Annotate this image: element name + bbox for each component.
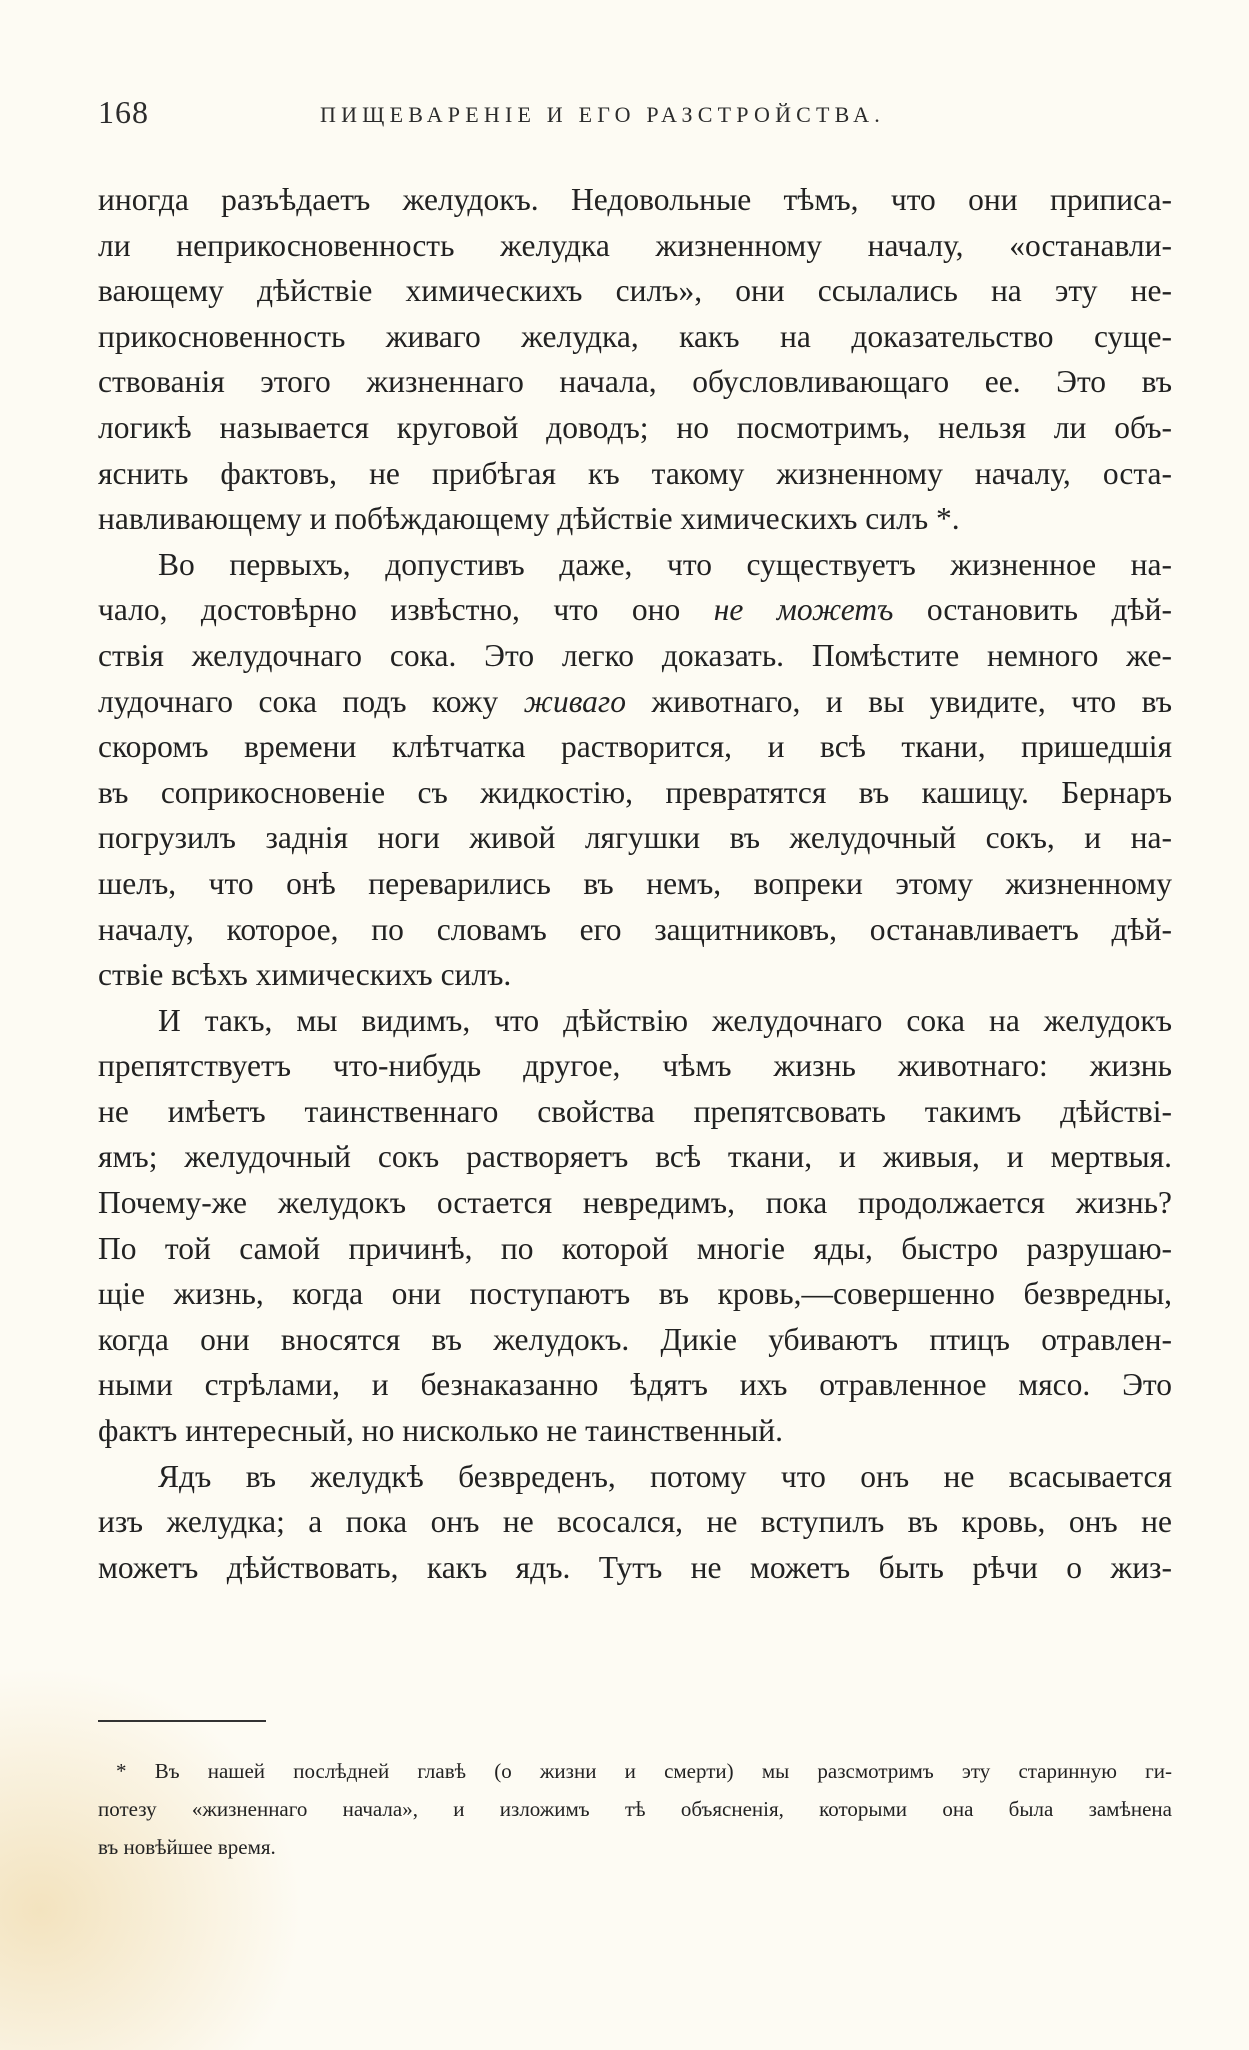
body-text (98, 177, 1172, 1590)
text-line: ными стрѣлами, и безнаказанно ѣдятъ ихъ отравленное мясо. Это (98, 1367, 1172, 1403)
emphasized-text: живаго (523, 683, 626, 719)
text-line: погрузилъ заднія ноги живой лягушки въ желудочный сокъ, и на- (98, 820, 1172, 856)
text-line: изъ желудка; а пока онъ не всосался, не вступилъ въ кровь, онъ не (98, 1504, 1172, 1540)
text-line: когда они вносятся въ желудокъ. Дикіе убиваютъ птицъ отравлен- (98, 1321, 1172, 1357)
footnote-line: потезу «жизненнаго начала», и изложимъ тѣ объясненія, которыми она была замѣнена (98, 1797, 1172, 1821)
text-line: чало, достовѣрно извѣстно, что оно не можетъ остановить дѣй- (98, 592, 1172, 628)
footnote-line: въ новѣйшее время. (98, 1835, 276, 1859)
text-line: фактъ интересный, но нисколько не таинственный. (98, 1413, 784, 1449)
footnote-divider (98, 1720, 266, 1722)
text-line: скоромъ времени клѣтчатка растворится, и всѣ ткани, пришедшія (98, 729, 1172, 765)
page-number: 168 (98, 94, 149, 130)
text-line: шелъ, что онѣ переварились въ немъ, вопреки этому жизненному (98, 865, 1172, 901)
text-line: И такъ, мы видимъ, что дѣйствію желудочнаго сока на желудокъ (158, 1002, 1172, 1038)
text-line: По той самой причинѣ, по которой многіе яды, быстро разрушаю- (98, 1230, 1172, 1266)
text-line: ствованія этого жизненнаго начала, обусловливающаго ее. Это въ (98, 364, 1172, 400)
text-line: Ядъ въ желудкѣ безвреденъ, потому что онъ не всасывается (158, 1458, 1172, 1494)
text-line: иногда разъѣдаетъ желудокъ. Недовольные тѣмъ, что они приписа- (98, 182, 1172, 217)
text-line: въ соприкосновеніе съ жидкостію, превратятся въ кашицу. Бернаръ (98, 774, 1172, 810)
text-line: яснить фактовъ, не прибѣгая къ такому жизненному началу, оста- (98, 455, 1172, 491)
emphasized-text: не можетъ (713, 592, 894, 628)
text-line: Во первыхъ, допустивъ даже, что существуетъ жизненное на- (158, 546, 1172, 582)
text-line: началу, которое, по словамъ его защитниковъ, останавливаетъ дѣй- (98, 911, 1172, 947)
text-line: ямъ; желудочный сокъ растворяетъ всѣ ткани, и живыя, и мертвыя. (98, 1139, 1172, 1175)
footnote-line: * Въ нашей послѣдней главѣ (о жизни и смерти) мы разсмотримъ эту старинную ги- (116, 1759, 1172, 1783)
page-header (98, 94, 1178, 134)
text-line: можетъ дѣйствовать, какъ ядъ. Тутъ не можетъ быть рѣчи о жиз- (98, 1549, 1172, 1585)
text-line: не имѣетъ таинственнаго свойства препятсвовать такимъ дѣйстві- (98, 1093, 1172, 1129)
footnote (98, 1752, 1172, 1866)
text-line: щіе жизнь, когда они поступаютъ въ кровь,—совершенно безвредны, (98, 1276, 1172, 1312)
text-line: навливающему и побѣждающему дѣйствіе химическихъ силъ *. (98, 501, 960, 537)
text-line: прикосновенность живаго желудка, какъ на доказательство суще- (98, 318, 1172, 354)
text-line: ли неприкосновенность желудка жизненному началу, «останавли- (98, 227, 1172, 263)
text-line: лудочнаго сока подъ кожу живаго животнаго, и вы увидите, что въ (98, 683, 1172, 719)
text-line: препятствуетъ что-нибудь другое, чѣмъ жизнь животнаго: жизнь (98, 1048, 1172, 1084)
text-line: вающему дѣйствіе химическихъ силъ», они ссылались на эту не- (98, 273, 1172, 309)
text-line: ствіе всѣхъ химическихъ силъ. (98, 957, 512, 993)
text-line: Почему-же желудокъ остается невредимъ, пока продолжается жизнь? (98, 1185, 1172, 1221)
running-title: ПИЩЕВАРЕНІЕ И ЕГО РАЗСТРОЙСТВА. (320, 102, 885, 127)
text-line: логикѣ называется круговой доводъ; но посмотримъ, нельзя ли объ- (98, 409, 1172, 445)
text-line: ствія желудочнаго сока. Это легко доказать. Помѣстите немного же- (98, 637, 1172, 673)
